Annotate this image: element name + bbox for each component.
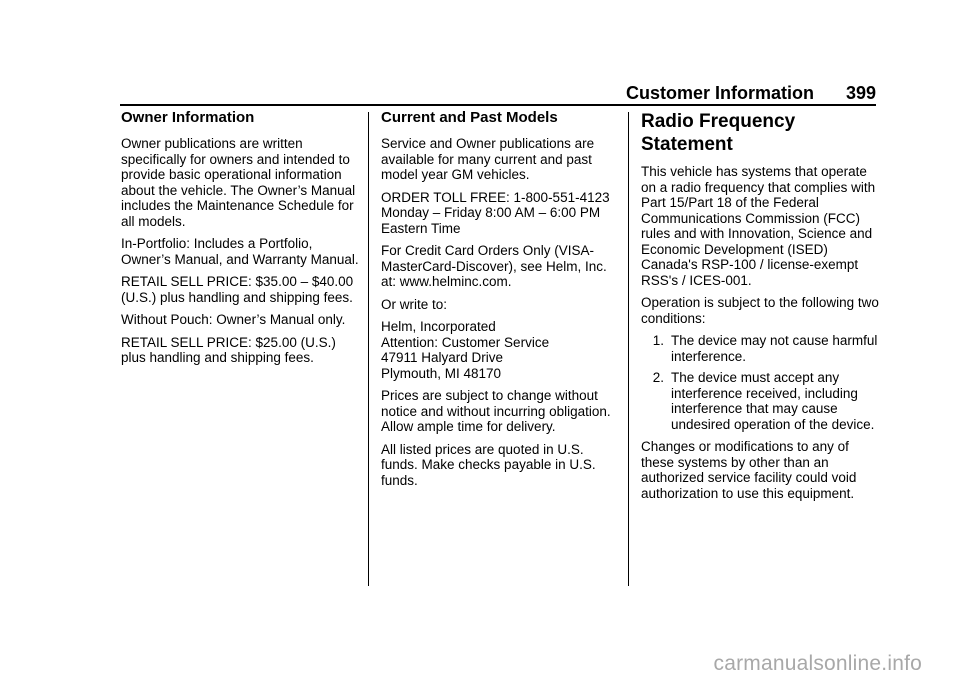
column-divider-1 (368, 112, 369, 586)
list-item (641, 333, 879, 364)
address-line: Attention: Customer Service (381, 334, 550, 350)
paragraph: Operation is subject to the following two conditions: (641, 295, 879, 326)
paragraph: Prices are subject to change without notice and without incurring obligation. Allow ample time for delivery. (381, 388, 611, 434)
section-heading-current-past-models: Current and Past Models (381, 109, 558, 126)
list-number: 2. (652, 370, 664, 385)
list-number: 1. (652, 333, 664, 348)
column-owner-information (121, 109, 359, 373)
paragraph: ORDER TOLL FREE: 1-800-551-4123 Monday – Friday 8:00 AM – 6:00 PM Eastern Time (381, 189, 610, 236)
watermark: carmanualsonline.info (713, 652, 922, 675)
paragraph: Owner publications are written specifically for owners and intended to provide basic operational information about the vehicle. The Owner’s Manual includes the Maintenance Schedule for all models. (121, 136, 356, 229)
paragraph: RETAIL SELL PRICE: $35.00 – $40.00 (U.S.) plus handling and shipping fees. (121, 274, 354, 305)
list-item (641, 370, 879, 432)
page-header-title: Customer Information (625, 83, 814, 103)
conditions-list (641, 333, 879, 432)
paragraph: For Credit Card Orders Only (VISA-MasterCard-Discover), see Helm, Inc. at: www.helminc.com. (381, 243, 607, 289)
page-number: 399 (845, 83, 876, 103)
paragraph: Or write to: (381, 296, 448, 312)
column-current-past-models (381, 109, 619, 495)
column-divider-2 (628, 112, 629, 586)
paragraph: All listed prices are quoted in U.S. funds. Make checks payable in U.S. funds. (381, 441, 596, 488)
paragraph: Changes or modifications to any of these systems by other than an authorized service facility could void authorization to use this equipment. (641, 439, 857, 501)
list-text: The device must accept any interference received, including interference that may cause undesired operation of the device. (671, 370, 875, 432)
paragraph: This vehicle has systems that operate on a radio frequency that complies with Part 15/Part 18 of the Federal Communications Commission (FCC) rules and with Innovation, Science and Economic Development (ISED) Canada's RSP-100 / license-exempt RSS's / ICES-001. (641, 164, 876, 288)
header-rule (120, 104, 876, 106)
paragraph: Service and Owner publications are available for many current and past model year GM vehicles. (381, 136, 595, 182)
section-heading-radio-frequency: Radio Frequency Statement (641, 111, 796, 155)
paragraph: Without Pouch: Owner’s Manual only. (121, 312, 346, 327)
address-line: 47911 Halyard Drive (381, 350, 504, 365)
section-heading-owner-information: Owner Information (121, 109, 255, 126)
address-line: Plymouth, MI 48170 (381, 365, 502, 381)
column-radio-frequency (641, 109, 879, 508)
address-line: Helm, Incorporated (381, 319, 496, 334)
paragraph: RETAIL SELL PRICE: $25.00 (U.S.) plus handling and shipping fees. (121, 334, 336, 365)
list-text: The device may not cause harmful interference. (671, 333, 878, 364)
paragraph: In-Portfolio: Includes a Portfolio, Owner’s Manual, and Warranty Manual. (121, 236, 359, 267)
